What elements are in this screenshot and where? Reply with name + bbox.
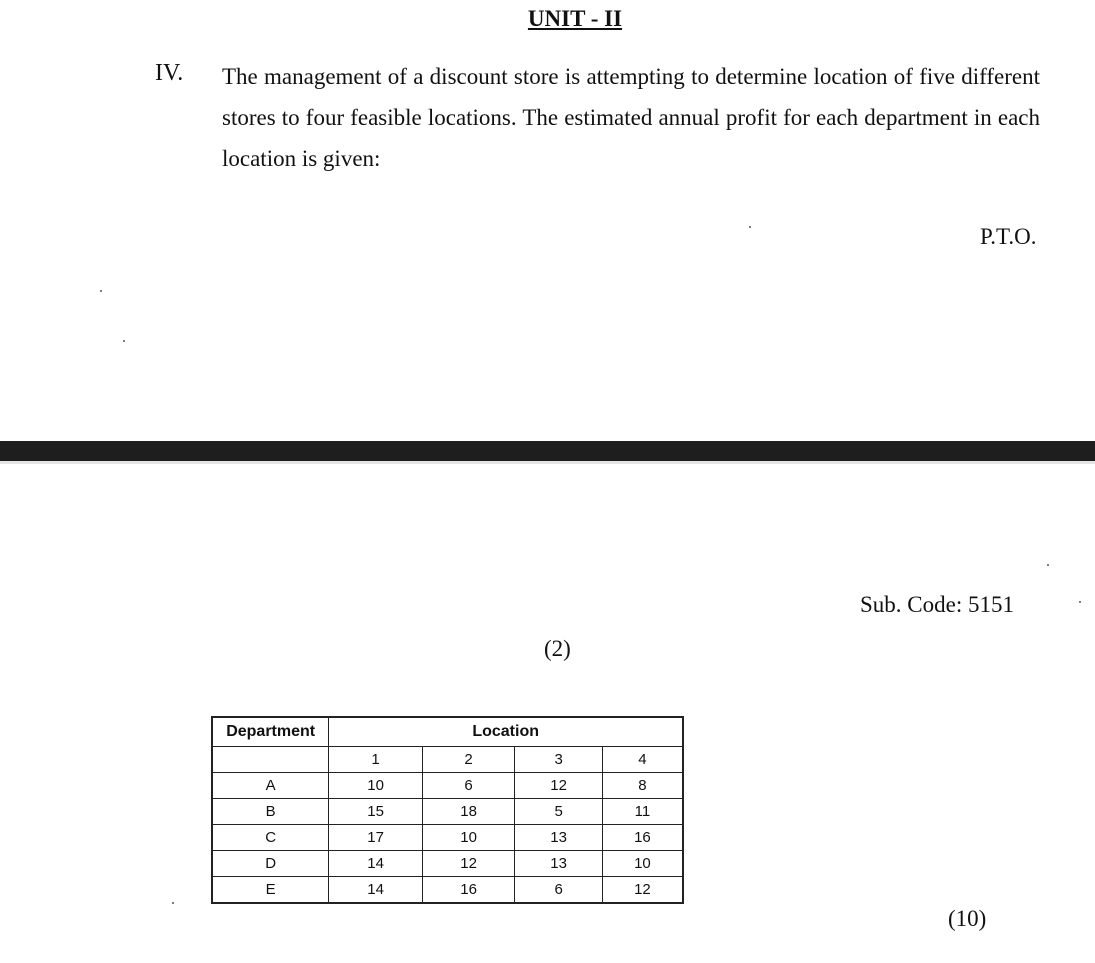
unit-heading: UNIT - II bbox=[527, 6, 623, 31]
profit-cell: 10 bbox=[329, 773, 423, 799]
profit-cell: 8 bbox=[602, 773, 683, 799]
question-text: The management of a discount store is attempting to determine location of five different stores to four feasible locations. The estimated annual profit for each department in each location is given: bbox=[222, 64, 1040, 171]
scan-speck bbox=[100, 290, 102, 292]
scan-speck bbox=[1047, 564, 1049, 566]
department-cell: D bbox=[212, 851, 329, 877]
location-number: 3 bbox=[515, 747, 603, 773]
scan-speck bbox=[123, 340, 125, 342]
profit-cell: 11 bbox=[602, 799, 683, 825]
profit-cell: 12 bbox=[422, 851, 515, 877]
department-header: Department bbox=[212, 717, 329, 747]
profit-cell: 15 bbox=[329, 799, 423, 825]
table-cell bbox=[212, 747, 329, 773]
page-divider bbox=[0, 441, 1095, 461]
subject-code: Sub. Code: 5151 bbox=[860, 592, 1014, 617]
profit-cell: 18 bbox=[422, 799, 515, 825]
profit-cell: 16 bbox=[602, 825, 683, 851]
table-row bbox=[212, 825, 683, 851]
scan-speck bbox=[172, 902, 174, 904]
profit-cell: 10 bbox=[422, 825, 515, 851]
profit-cell: 6 bbox=[515, 877, 603, 904]
department-cell: B bbox=[212, 799, 329, 825]
table-row bbox=[212, 877, 683, 904]
profit-cell: 6 bbox=[422, 773, 515, 799]
profit-cell: 17 bbox=[329, 825, 423, 851]
profit-cell: 13 bbox=[515, 825, 603, 851]
page-divider-shadow bbox=[0, 461, 1095, 464]
table-row bbox=[212, 773, 683, 799]
location-header: Location bbox=[329, 717, 683, 747]
profit-cell: 12 bbox=[515, 773, 603, 799]
department-cell: E bbox=[212, 877, 329, 904]
pto-note: P.T.O. bbox=[980, 224, 1037, 249]
profit-cell: 13 bbox=[515, 851, 603, 877]
profit-cell: 16 bbox=[422, 877, 515, 904]
table-header-row bbox=[212, 717, 683, 747]
table-row bbox=[212, 799, 683, 825]
location-number-row bbox=[212, 747, 683, 773]
profit-cell: 12 bbox=[602, 877, 683, 904]
question-number: IV. bbox=[155, 60, 184, 86]
location-number: 4 bbox=[602, 747, 683, 773]
department-cell: C bbox=[212, 825, 329, 851]
department-cell: A bbox=[212, 773, 329, 799]
profit-cell: 10 bbox=[602, 851, 683, 877]
location-number: 2 bbox=[422, 747, 515, 773]
scan-speck bbox=[749, 226, 751, 228]
profit-cell: 14 bbox=[329, 877, 423, 904]
location-number: 1 bbox=[329, 747, 423, 773]
profit-table bbox=[211, 716, 684, 904]
scan-speck bbox=[1079, 601, 1081, 603]
page-number: (2) bbox=[544, 636, 571, 661]
table-row bbox=[212, 851, 683, 877]
marks-allotted: (10) bbox=[948, 906, 987, 931]
profit-cell: 14 bbox=[329, 851, 423, 877]
profit-cell: 5 bbox=[515, 799, 603, 825]
